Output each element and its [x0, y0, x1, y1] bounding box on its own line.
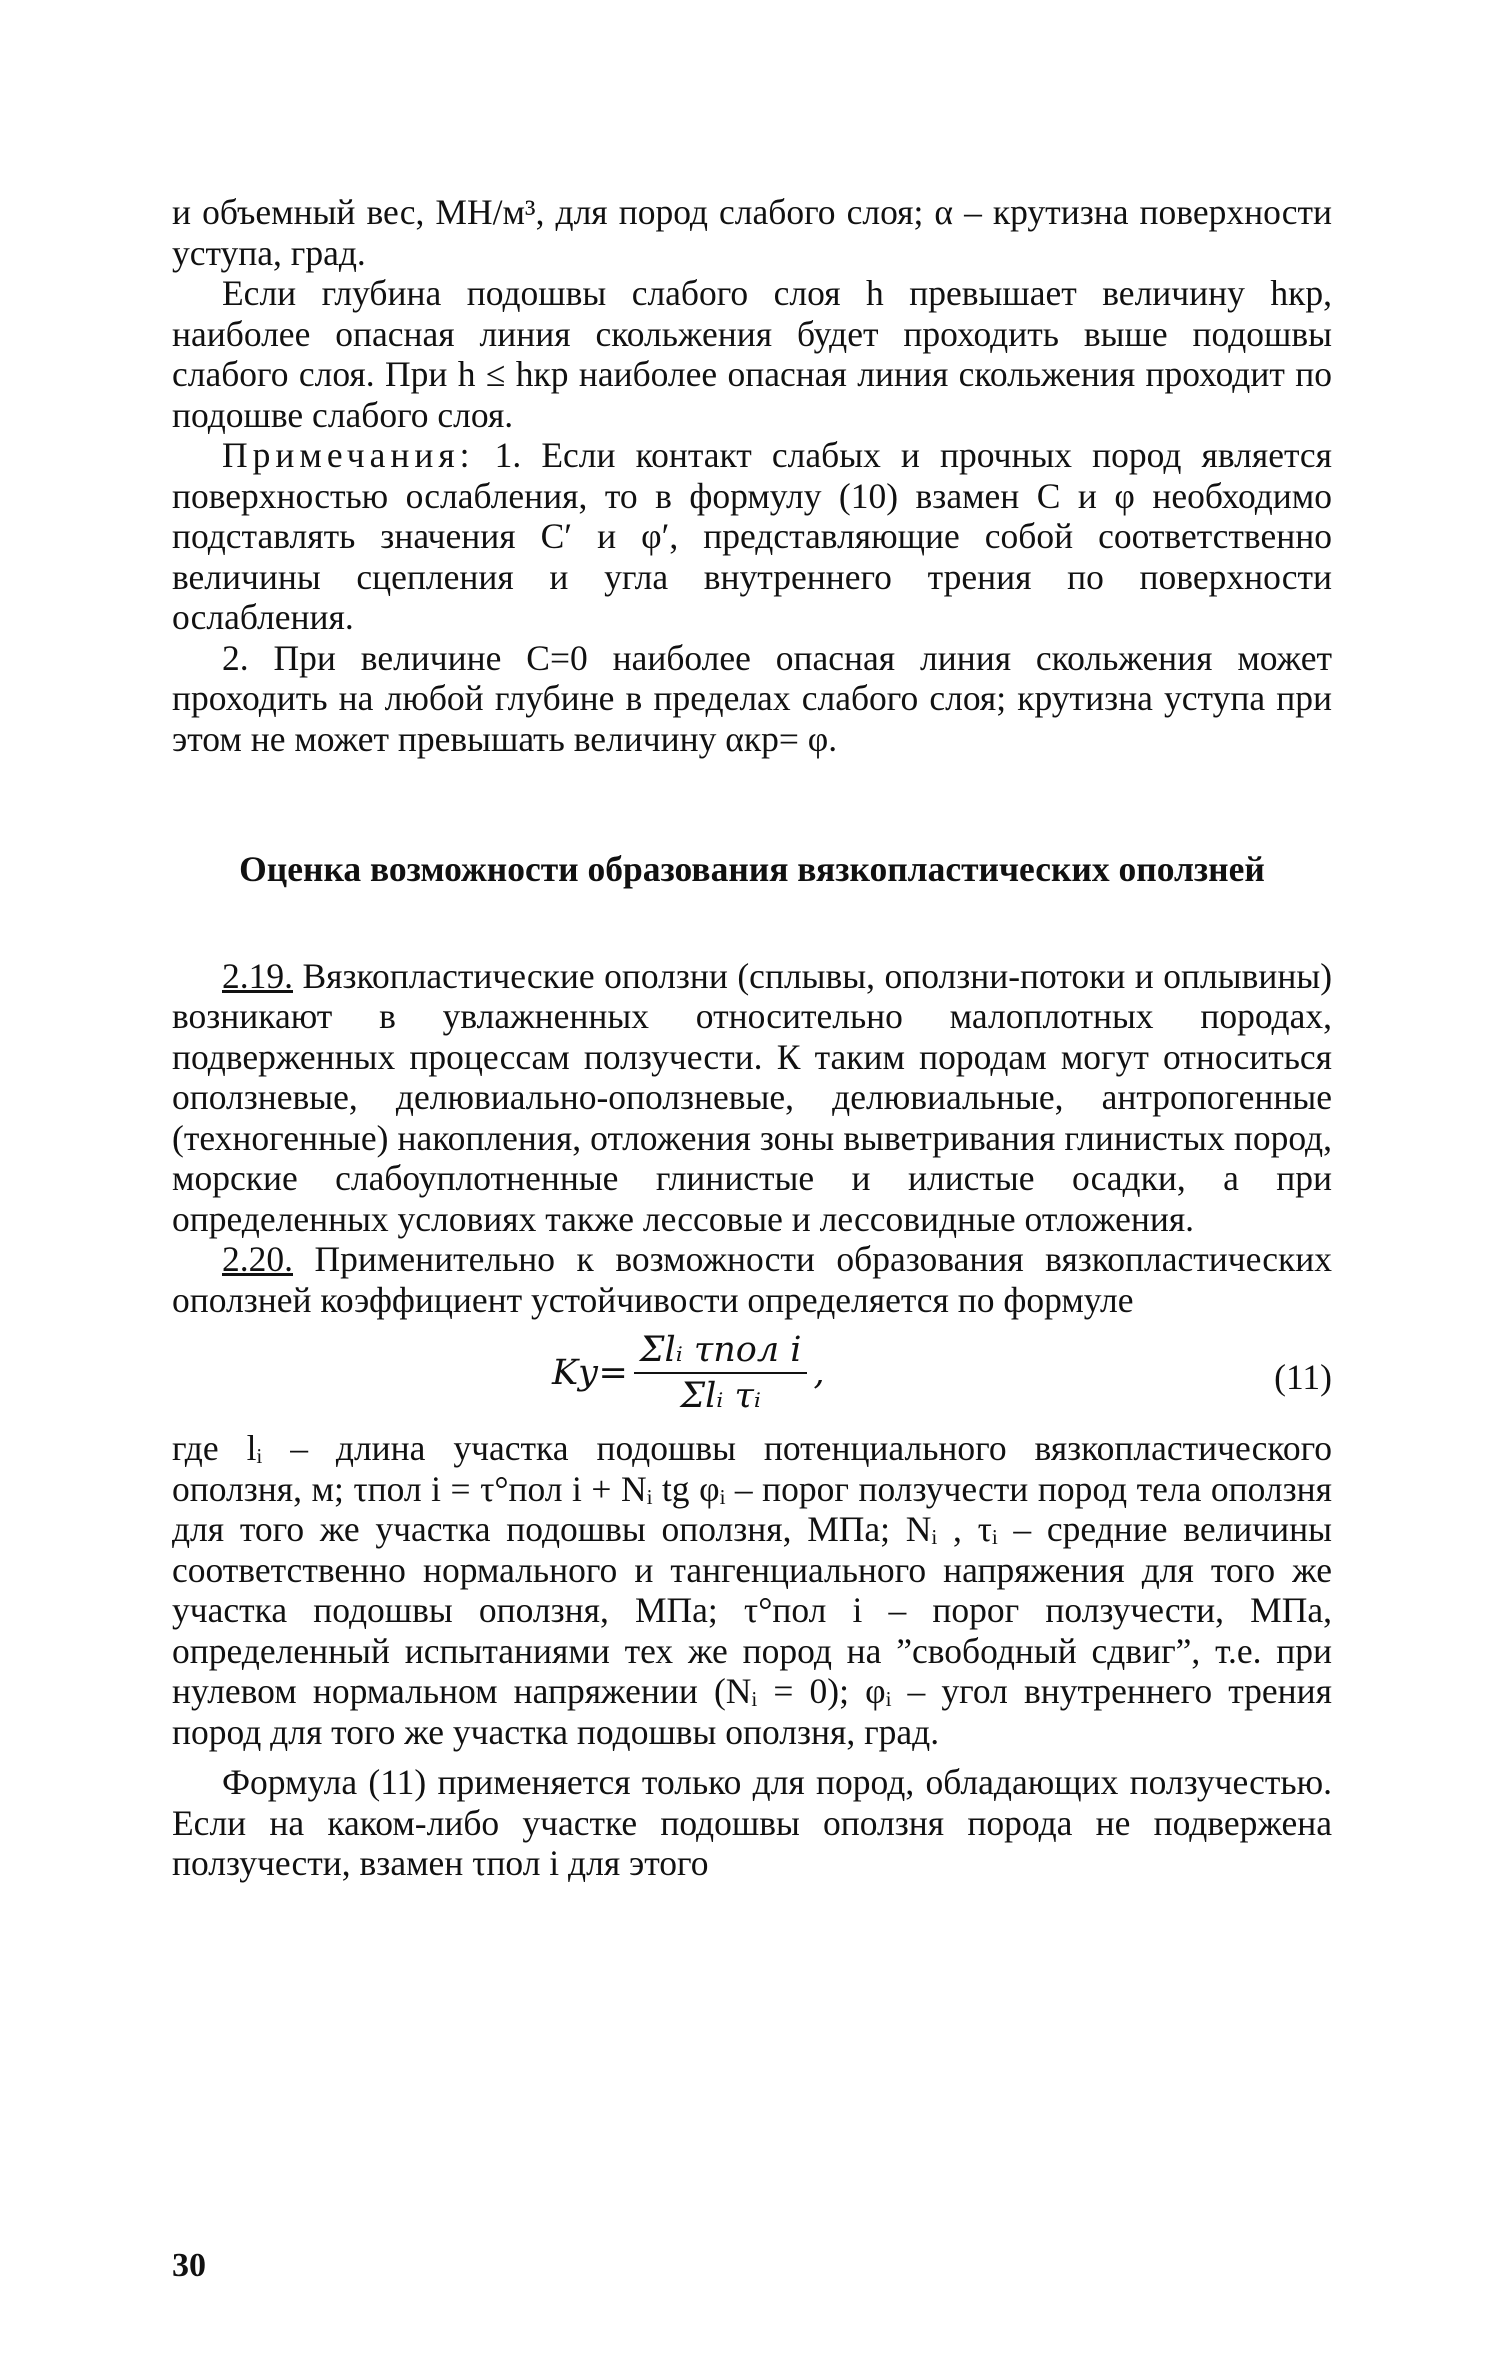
formula-number: (11) — [1274, 1357, 1332, 1397]
section-heading: Оценка возможности образования вязкопластических оползней — [239, 849, 1265, 889]
formula-trail: , — [813, 1353, 825, 1393]
formula-fraction — [634, 1330, 808, 1416]
paragraph-2-20 — [172, 1239, 1332, 1320]
paragraph-note-1 — [172, 435, 1332, 638]
paragraph-volume-weight: и объемный вес, МН/м³, для пород слабого слоя; α – крутизна поверхности уступа, град. — [172, 192, 1332, 273]
paragraph-2-19 — [172, 956, 1332, 1240]
paragraph-depth: Если глубина подошвы слабого слоя h превышает величину hкр, наиболее опасная линия скольжения будет проходить выше подошвы слабого слоя. При h ≤ hкр наиболее опасная линия скольжения проходит по подошве слабого слоя. — [172, 273, 1332, 435]
formula-numerator: Σlᵢ τпол i — [634, 1330, 808, 1374]
section-number-2-19: 2.19. — [222, 955, 293, 996]
paragraph-note-2: 2. При величине C=0 наиболее опасная линия скольжения может проходить на любой глубине в пределах слабого слоя; крутизна уступа при этом не может превышать величину αкр= φ. — [172, 637, 1332, 759]
page-content — [172, 192, 1332, 1884]
formula-11 — [172, 1330, 1332, 1422]
note-1-text: 1. Если контакт слабых и прочных пород является поверхностью ослабления, то в формулу (10) взамен C и φ необходимо подставлять значения C′ и φ′, представляющие собой соответственно величины сцепления и угла внутреннего трения по поверхности ослабления. — [172, 435, 1333, 637]
formula-expression — [552, 1330, 825, 1416]
page-number: 30 — [172, 2247, 206, 2284]
paragraph-2-19-text: Вязкопластические оползни (сплывы, оползни-потоки и оплывины) возникают в увлажненных относительно малоплотных породах, подверженных процессам ползучести. К таким породам могут относиться оползневые, делювиально-оползневые, делювиальные, антропогенные (техногенные) накопления, отложения зоны выветривания глинистых пород, морские слабоуплотненные глинистые и илистые осадки, а при определенных условиях также лессовые и лессовидные отложения. — [172, 955, 1333, 1239]
note-label: Примечания: — [222, 435, 475, 475]
formula-lhs: Kу= — [552, 1353, 628, 1393]
paragraph-2-20-text: Применительно к возможности образования вязкопластических оползней коэффициент устойчивости определяется по формуле — [172, 1239, 1332, 1320]
formula-denominator: Σlᵢ τᵢ — [680, 1376, 761, 1416]
paragraph-definitions: где lᵢ – длина участка подошвы потенциального вязкопластического оползня, м; τпол i = τ°пол i + Nᵢ tg φᵢ – порог ползучести пород тела оползня для того же участка подошвы оползня, МПа; Nᵢ , τᵢ – средние величины соответственно нормального и тангенциального напряжения для того же участка подошвы оползня, МПа; τ°пол i – порог ползучести, МПа, определенный испытаниями тех же пород на ”свободный сдвиг”, т.е. при нулевом нормальном напряжении (Nᵢ = 0); φᵢ – угол внутреннего трения пород для того же участка подошвы оползня, град. — [172, 1428, 1332, 1752]
section-number-2-20: 2.20. — [222, 1239, 293, 1279]
paragraph-formula-applicability: Формула (11) применяется только для пород, обладающих ползучестью. Если на каком-либо участке подошвы оползня порода не подвержена ползучести, взамен τпол i для этого — [172, 1762, 1332, 1883]
